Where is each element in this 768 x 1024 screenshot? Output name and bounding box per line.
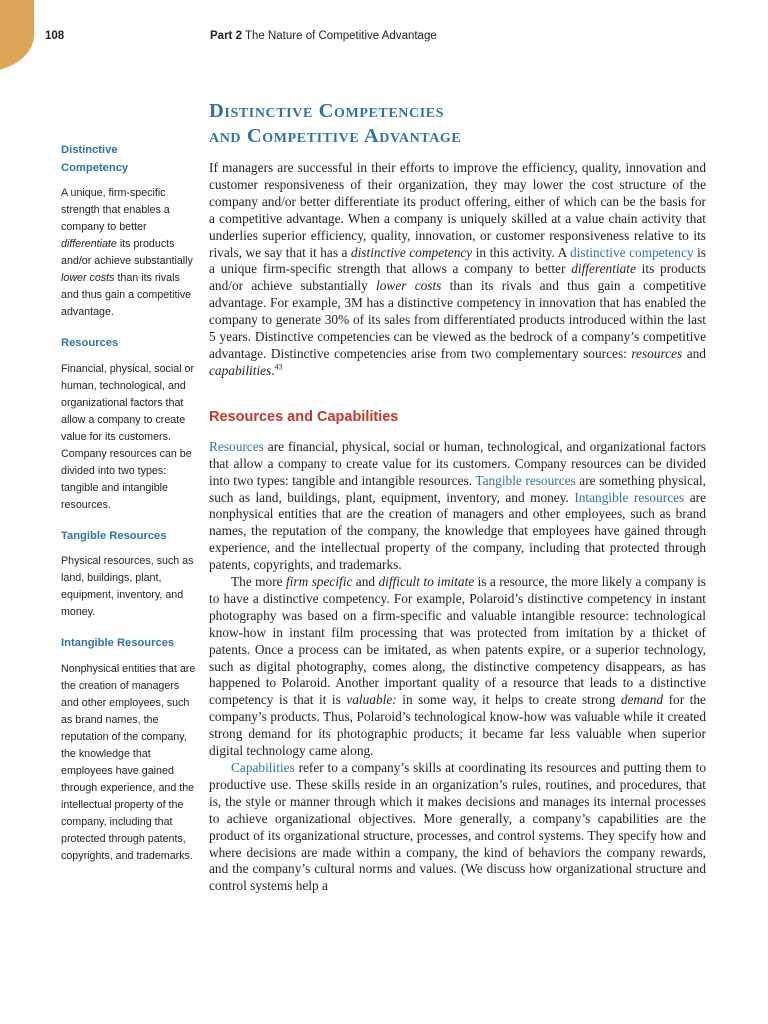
capabilities-paragraph: Capabilities refer to a company’s skills at coordinating its resources and putting them to productive use. These skills reside in an organization’s rules, routines, and procedures, that is, the style or manner through which it makes decisions and manages its internal processes to achieve organizational objectives. More generally, a company’s capabilities are the product of its organizational structure, processes, and control systems. They specify how and where decisions are made within a company, the kind of behaviors the company rewards, and the company’s cultural norms and values. (We discuss how organizational structure and control systems help a xyxy=(209,760,706,894)
resources-paragraph: Resources are financial, physical, social or human, technological, and organizational factors that allow a company to create value for its customers. Company resources can be divided into two types: tangible and intangible resources. Tangible resources are something physical, such as land, buildings, plant, equipment, inventory, and money. Intangible resources are nonphysical entities that are the creation of managers and other employees, such as brand names, the reputation of the company, the knowledge that employees have gained through experience, and the intellectual property of the company, including that protected through patents, copyrights, and trademarks. xyxy=(209,438,707,573)
keyword-distinctive-competency: distinctive competency xyxy=(570,244,694,260)
firm-specific-paragraph: The more firm specific and difficult to imitate is a resource, the more likely a company is to have a distinctive competency. For example, Polaroid’s distinctive competency in instant photography was based on a firm-specific and valuable intangible resource: technological know-how in instant film processing that was protected from imitation by a thicket of patents. Once a process can be imitated, as when patents expire, or a superior technology, such as digital photography, comes along, the distinctive competency disappears, as has happened to Polaroid. Another important quality of a resource that leads to a distinctive competency is that it is valuable: in some way, it helps to create strong demand for the company’s products. Thus, Polaroid’s technological know-how was valuable while it created strong demand for its photographic products; it became far less valuable when superior digital technology came along. xyxy=(209,574,706,759)
glossary-term-resources: Resources xyxy=(61,337,119,349)
glossary-def-distinctive-competency: A unique, firm-specific strength that enables a company to better differentiate its products and/or achieve substantially lower costs than its rivals and thus gain a competitive advantage. xyxy=(61,187,193,318)
keyword-intangible-resources: Intangible resources xyxy=(574,489,685,505)
part-title: The Nature of Competitive Advantage xyxy=(244,30,437,42)
keyword-resources: Resources xyxy=(209,438,264,454)
section-title xyxy=(209,99,729,149)
title-line-2: and Competitive Advantage xyxy=(209,125,462,147)
keyword-capabilities: Capabilities xyxy=(231,760,295,775)
glossary-term-intangible-resources: Intangible Resources xyxy=(61,637,175,649)
glossary-sidebar xyxy=(61,142,197,879)
intro-paragraph: If managers are successful in their efforts to improve the efficiency, quality, innovation and customer responsiveness of their organization, they may lower the cost structure of the company and/or better differentiate its product offering, either of which can be the basis for a competitive advantage. When a company is uniquely skilled at a value chain activity that underlies superior efficiency, quality, innovation, or customer responsiveness relative to its rivals, we say that it has a distinctive competency in this activity. A distinctive competency is a unique firm-specific strength that allows a company to better differentiate its products and/or achieve substantially lower costs than its rivals and thus gain a competitive advantage. For example, 3M has a distinctive competency in innovation that has enabled the company to generate 30% of its sales from differentiated products introduced within the last 5 years. Distinctive competencies can be viewed as the bedrock of a company’s competitive advantage. Distinctive competencies arise from two complementary sources: resources and capabilities.$^{43}$ xyxy=(209,160,707,378)
title-line-1: Distinctive Competencies xyxy=(209,100,445,122)
page-corner-tab xyxy=(0,0,34,72)
glossary-def-tangible-resources: Physical resources, such as land, buildings, plant, equipment, inventory, and money. xyxy=(61,555,194,618)
glossary-term-distinctive-competency: Distinctive Competency xyxy=(61,144,129,174)
section-heading: Resources and Capabilities xyxy=(209,408,399,425)
page-number: 108 xyxy=(45,30,65,42)
body-text xyxy=(209,160,706,895)
footnote-ref: 43 xyxy=(274,362,283,372)
glossary-term-tangible-resources: Tangible Resources xyxy=(61,529,167,542)
running-head xyxy=(210,30,437,42)
glossary-def-resources: Financial, physical, social or human, technological, and organizational factors that allow a company to create value for its customers. Company resources can be divided into two types: tangible and intangible resources. xyxy=(61,362,195,511)
glossary-def-intangible-resources: Nonphysical entities that are the creation of managers and other employees, such as brand names, the reputation of the company, the knowledge that employees have gained through experience, and the intellectual property of the company, including that protected through patents, copyrights, and trademarks. xyxy=(61,662,196,862)
part-label: Part 2 xyxy=(210,30,242,42)
keyword-tangible-resources: Tangible resources xyxy=(475,472,576,488)
